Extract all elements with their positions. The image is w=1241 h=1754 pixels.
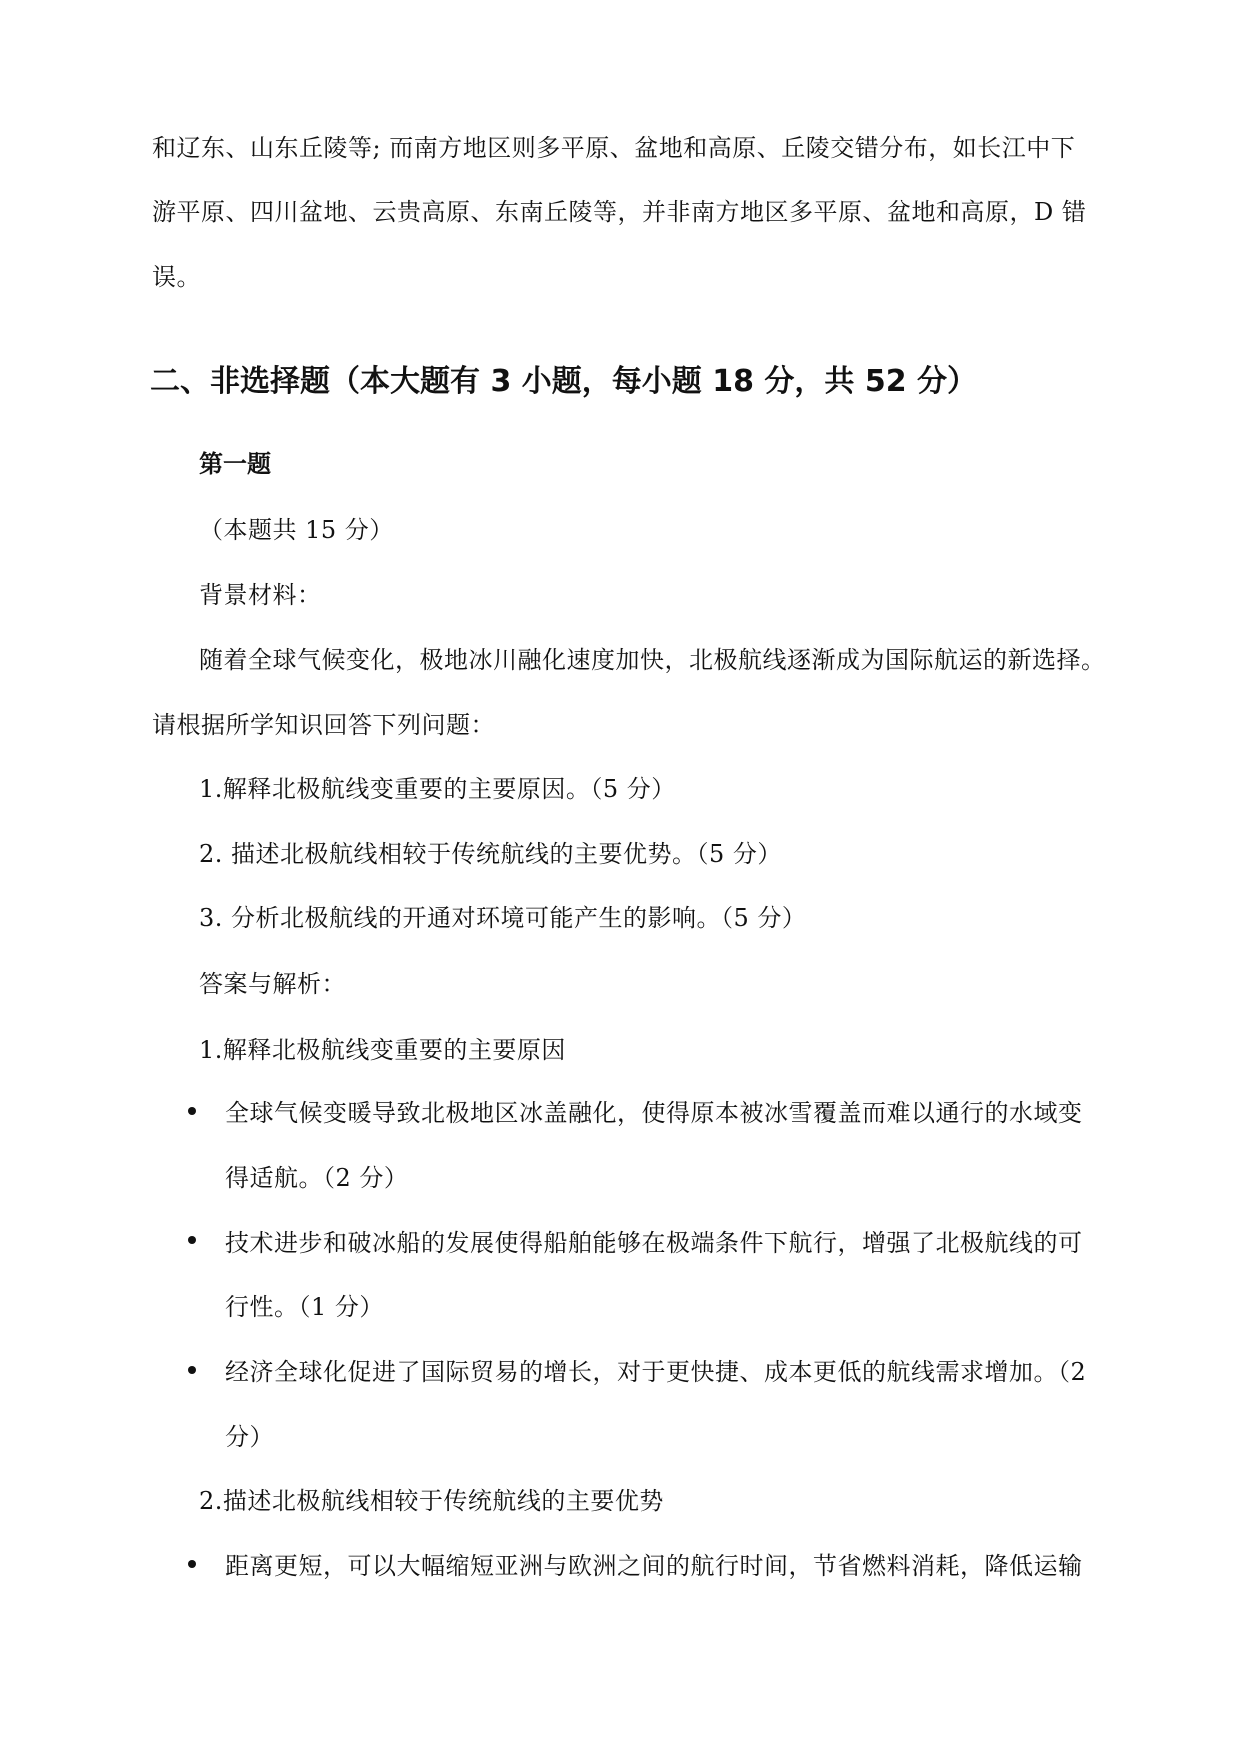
- bullet-marker: [188, 1107, 196, 1115]
- bullet-marker: [188, 1236, 196, 1244]
- bullet-marker: [188, 1560, 196, 1568]
- answer-label: 答案与解析：: [199, 970, 346, 998]
- question-item-1: 1.解释北极航线变重要的主要原因。（5 分）: [199, 775, 676, 803]
- background-label: 背景材料：: [199, 581, 322, 609]
- question-item-3: 3. 分析北极航线的开通对环境可能产生的影响。（5 分）: [199, 904, 807, 932]
- answer-1-bullet-1-line-2: 得适航。（2 分）: [225, 1164, 409, 1192]
- question-item-2: 2. 描述北极航线相较于传统航线的主要优势。（5 分）: [199, 840, 782, 868]
- intro-line-2: 游平原、四川盆地、云贵高原、东南丘陵等，并非南方地区多平原、盆地和高原，D 错: [152, 198, 1087, 226]
- background-line-1: 随着全球气候变化，极地冰川融化速度加快，北极航线逐渐成为国际航运的新选择。: [199, 646, 1106, 674]
- answer-1-heading: 1.解释北极航线变重要的主要原因: [199, 1036, 566, 1064]
- answer-1-bullet-3-line-2: 分）: [225, 1423, 274, 1451]
- bullet-marker: [188, 1366, 196, 1374]
- answer-1-bullet-2-line-2: 行性。（1 分）: [225, 1293, 384, 1321]
- answer-2-heading: 2.描述北极航线相较于传统航线的主要优势: [199, 1487, 664, 1515]
- answer-1-bullet-2-line-1: 技术进步和破冰船的发展使得船舶能够在极端条件下航行，增强了北极航线的可: [225, 1229, 1083, 1257]
- question-points: （本题共 15 分）: [199, 516, 394, 544]
- intro-line-1: 和辽东、山东丘陵等; 而南方地区则多平原、盆地和高原、丘陵交错分布，如长江中下: [152, 134, 1076, 162]
- section-heading: 二、非选择题（本大题有 3 小题，每小题 18 分，共 52 分）: [150, 364, 978, 399]
- question-title: 第一题: [199, 450, 271, 478]
- answer-2-bullet-1-line-1: 距离更短，可以大幅缩短亚洲与欧洲之间的航行时间，节省燃料消耗，降低运输: [225, 1552, 1083, 1580]
- answer-1-bullet-3-line-1: 经济全球化促进了国际贸易的增长，对于更快捷、成本更低的航线需求增加。（2: [225, 1358, 1087, 1386]
- answer-1-bullet-1-line-1: 全球气候变暖导致北极地区冰盖融化，使得原本被冰雪覆盖而难以通行的水域变: [225, 1099, 1083, 1127]
- intro-line-3: 误。: [152, 263, 201, 291]
- background-line-2: 请根据所学知识回答下列问题：: [152, 711, 495, 739]
